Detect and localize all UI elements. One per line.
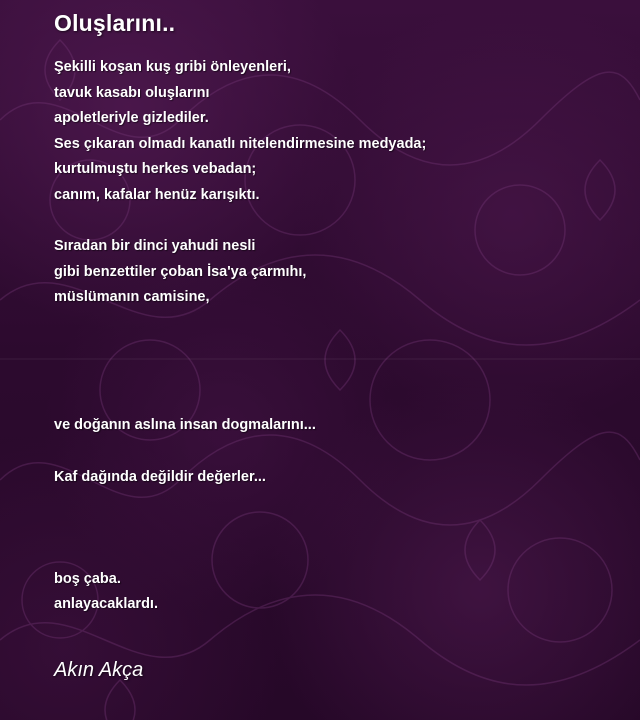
poem-line: gibi benzettiler çoban İsa'ya çarmıhı, (54, 263, 307, 280)
poem-line (54, 209, 614, 235)
poem-line (54, 516, 614, 542)
poem-line: canım, kafalar henüz karışıktı. (54, 186, 260, 203)
poem-line: Kaf dağında değildir değerler... (54, 468, 266, 485)
poem-line (54, 490, 614, 516)
poem-line (54, 337, 614, 363)
poem-line (54, 311, 614, 337)
poem-line: apoletleriyle gizlediler. (54, 110, 209, 127)
poem-line: Şekilli koşan kuş gribi önleyenleri, (54, 59, 291, 75)
poem-author: Akın Akça (54, 659, 144, 681)
poem-line (54, 362, 614, 388)
poem-line: müslümanın camisine, (54, 289, 210, 306)
poem-title: Oluşlarını.. (54, 10, 176, 36)
poem-line: anlayacaklardı. (54, 596, 158, 613)
poem-line: kurtulmuştu herkes vebadan; (54, 161, 257, 178)
poem-line (54, 541, 614, 567)
poem-line (54, 388, 614, 414)
poem-line: ve doğanın aslına insan dogmalarını... (54, 417, 316, 434)
poem-line: Sıradan bir dinci yahudi nesli (54, 238, 256, 255)
poem-body (54, 55, 614, 618)
poem-line: Ses çıkaran olmadı kanatlı nitelendirmesine medyada; (54, 135, 427, 152)
poem-line (54, 439, 614, 465)
poem-line: boş çaba. (54, 570, 121, 587)
poem-line: tavuk kasabı oluşlarını (54, 84, 210, 101)
